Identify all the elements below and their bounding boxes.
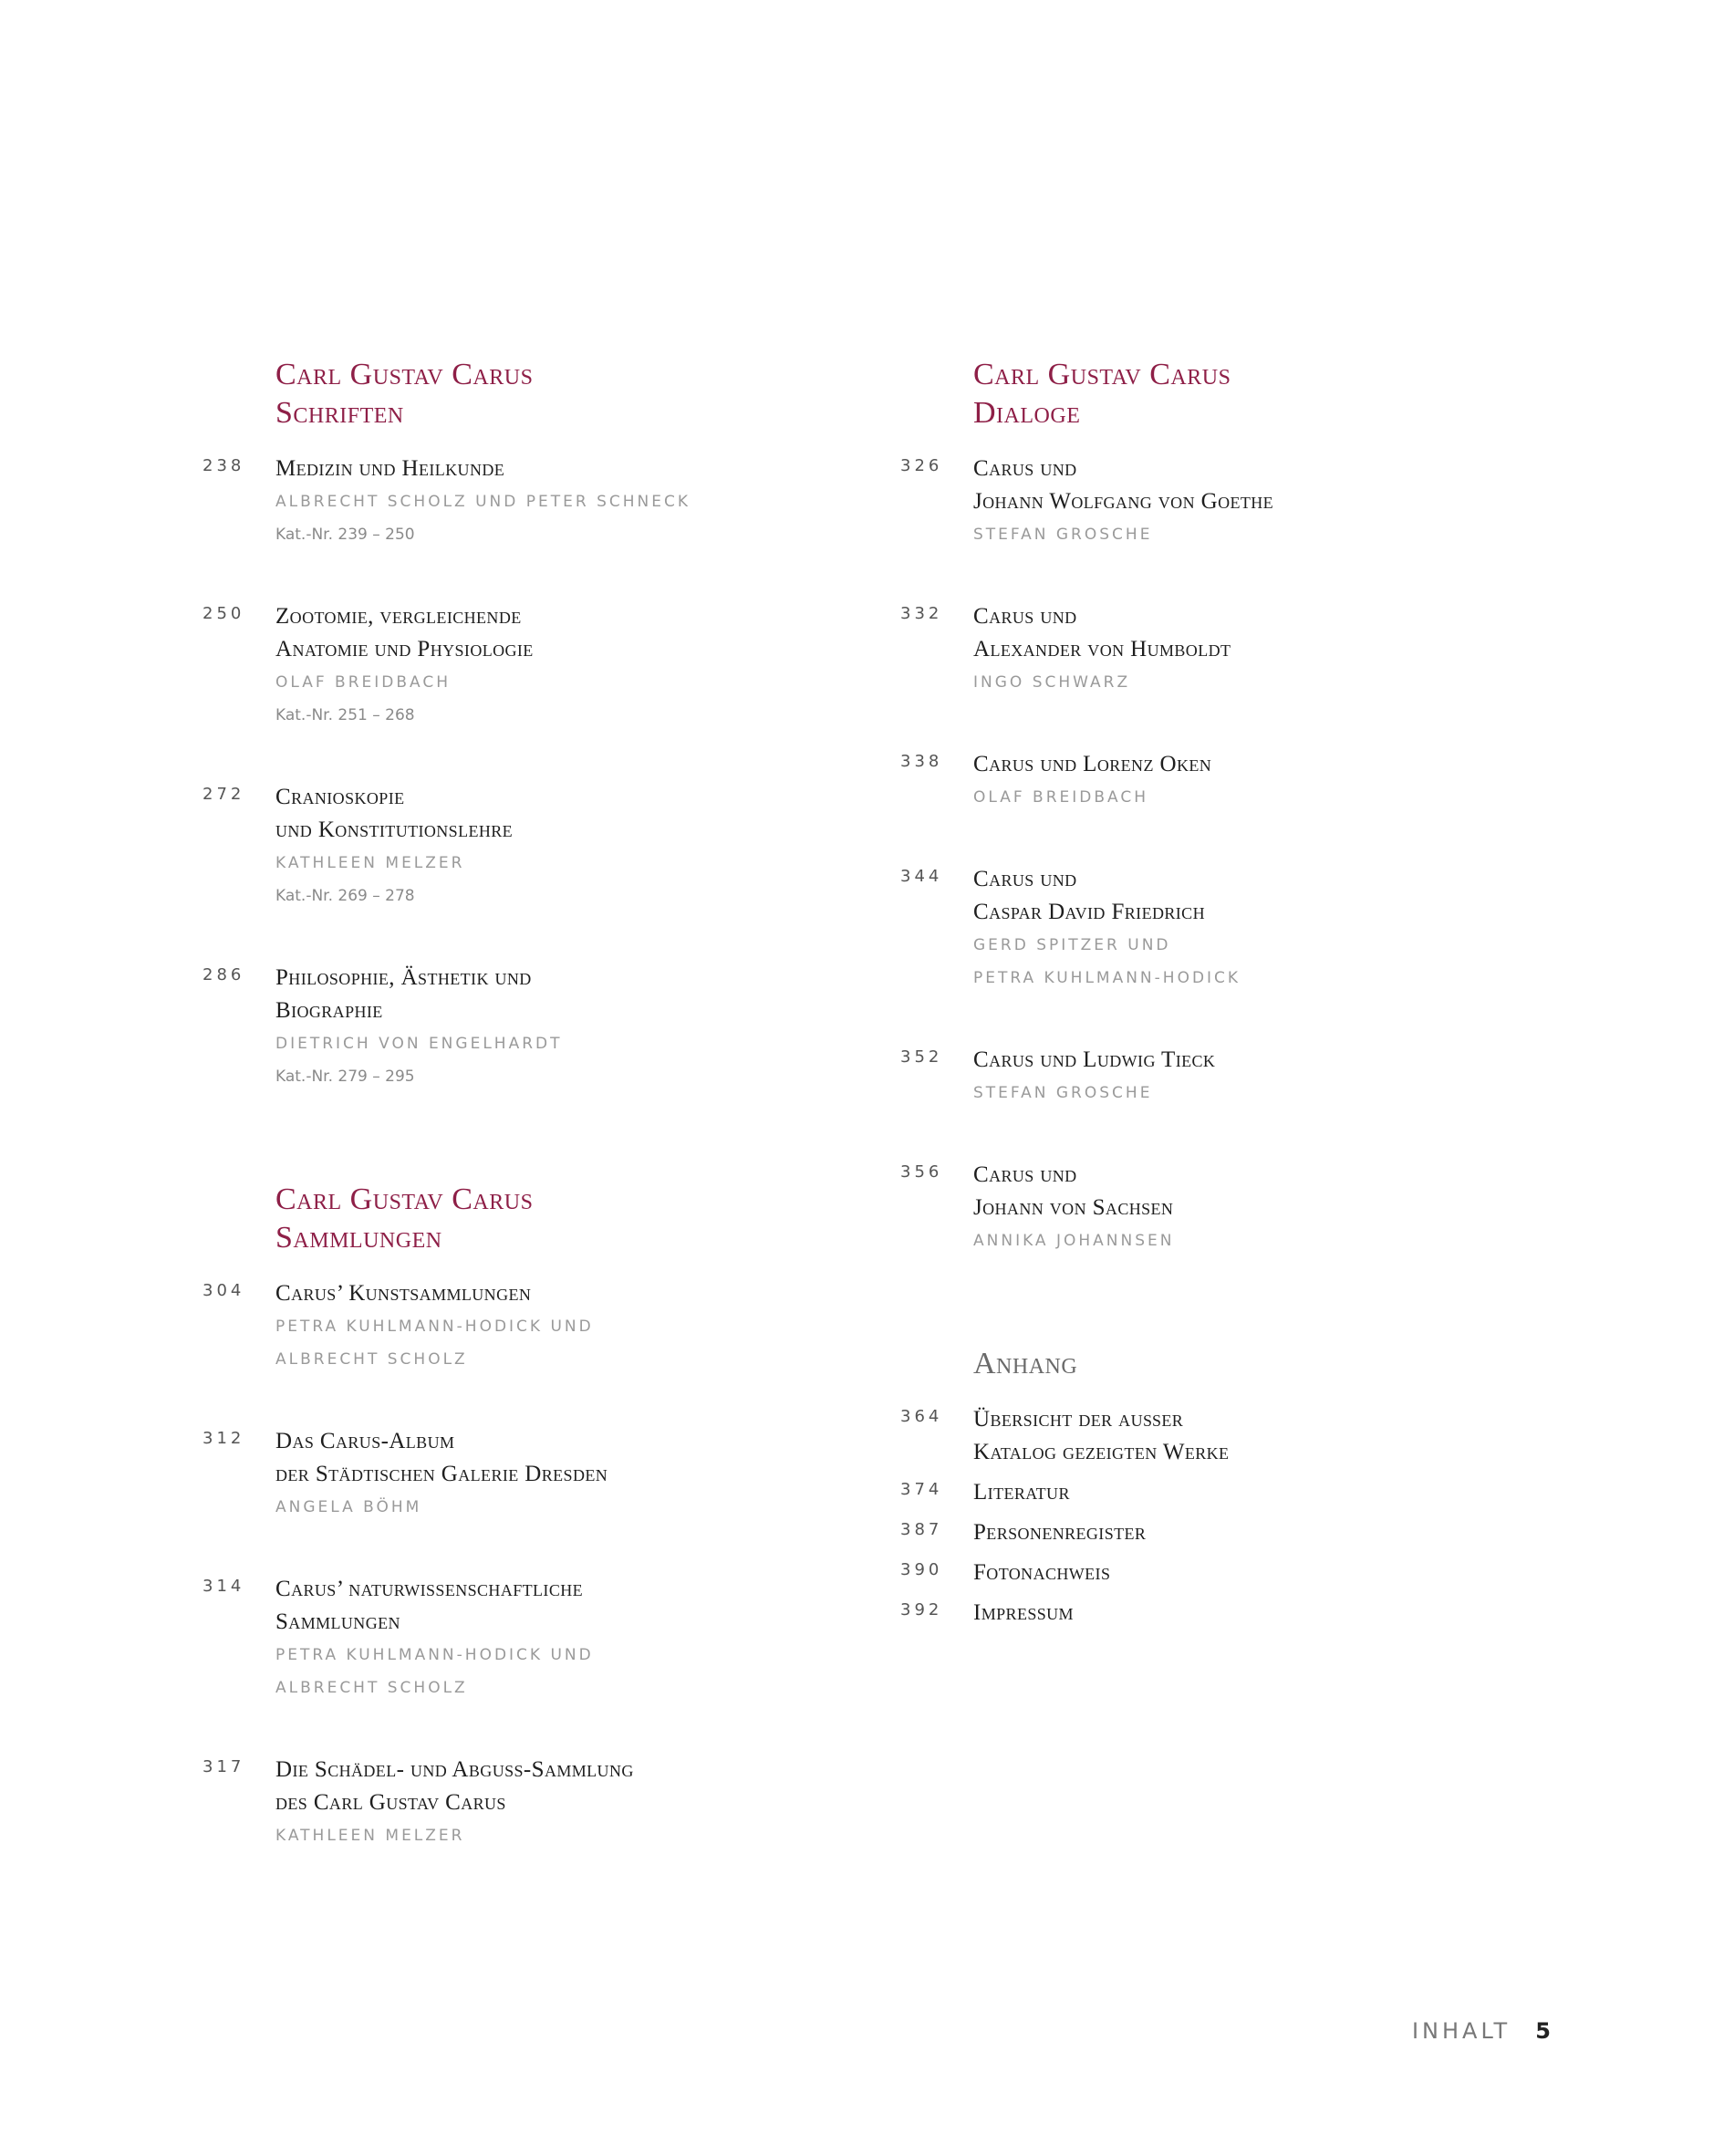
page-number: 317	[203, 1757, 245, 1776]
entry-title: Carus und Lorenz Oken	[973, 752, 1212, 776]
catalogue-range: Kat.-Nr. 239 – 250	[275, 526, 415, 544]
page-number: 314	[203, 1577, 245, 1596]
toc-entry[interactable]	[203, 1754, 859, 1852]
entry-author: ANGELA BÖHM	[275, 1498, 422, 1516]
entry-author: OLAF BREIDBACH	[275, 673, 452, 692]
section-title-line: Carl Gustav Carus	[973, 358, 1231, 391]
entry-title: Zootomie, vergleichende	[275, 604, 522, 629]
toc-entry[interactable]	[900, 748, 1557, 814]
entry-title: Biographie	[275, 998, 383, 1023]
entry-author: PETRA KUHLMANN-HODICK	[973, 969, 1241, 987]
page-number-footer: 5	[1535, 2018, 1551, 2044]
section-title-line: Sammlungen	[275, 1221, 442, 1255]
toc-entry[interactable]	[900, 600, 1557, 699]
entry-title: Carus und	[973, 1162, 1077, 1187]
page-number: 238	[203, 456, 245, 475]
entry-author: ALBRECHT SCHOLZ	[275, 1350, 468, 1369]
entry-title: Cranioskopie	[275, 785, 405, 809]
entry-author: DIETRICH VON ENGELHARDT	[275, 1035, 563, 1053]
entry-author: KATHLEEN MELZER	[275, 1827, 465, 1845]
section-title-line: Anhang	[973, 1347, 1078, 1380]
page-number: 392	[900, 1600, 943, 1620]
entry-title: Die Schädel- und Abguss-Sammlung	[275, 1757, 634, 1782]
toc-entry[interactable]	[900, 1557, 1557, 1589]
entry-title: Literatur	[973, 1480, 1070, 1505]
entry-title: Johann Wolfgang von Goethe	[973, 489, 1274, 514]
page-number: 356	[900, 1162, 943, 1182]
toc-entry[interactable]	[900, 863, 1557, 995]
section-title-line: Carl Gustav Carus	[275, 358, 534, 391]
entry-author: GERD SPITZER UND	[973, 936, 1171, 954]
toc-section	[900, 356, 1557, 1257]
entry-title: Carus und Ludwig Tieck	[973, 1047, 1216, 1072]
footer-section-label: INHALT	[1411, 2018, 1511, 2044]
entry-title: Carus’ naturwissenschaftliche	[275, 1577, 584, 1601]
section-title	[275, 1181, 859, 1257]
entry-title: Übersicht der außer	[973, 1407, 1184, 1432]
section-title-line: Schriften	[275, 396, 404, 430]
page-number: 387	[900, 1520, 943, 1539]
toc-section	[203, 356, 859, 1093]
entry-author: ANNIKA JOHANNSEN	[973, 1232, 1175, 1250]
toc-entry[interactable]	[203, 1277, 859, 1376]
entry-title: Medizin und Heilkunde	[275, 456, 505, 481]
toc-entry[interactable]	[900, 1516, 1557, 1549]
entry-title: der Städtischen Galerie Dresden	[275, 1462, 608, 1486]
entry-title: Personenregister	[973, 1520, 1147, 1545]
page-number: 352	[900, 1047, 943, 1067]
toc-entry[interactable]	[203, 781, 859, 912]
entry-title: und Konstitutionslehre	[275, 818, 514, 842]
toc-left-column	[203, 356, 859, 1852]
entry-title: Carus und	[973, 604, 1077, 629]
entry-author: ALBRECHT SCHOLZ UND PETER SCHNECK	[275, 493, 691, 511]
entry-author: PETRA KUHLMANN-HODICK UND	[275, 1318, 594, 1336]
catalogue-range: Kat.-Nr. 279 – 295	[275, 1068, 415, 1086]
page-number: 312	[203, 1429, 245, 1448]
page-number: 390	[900, 1560, 943, 1579]
entry-author: KATHLEEN MELZER	[275, 854, 465, 872]
entry-author: OLAF BREIDBACH	[973, 788, 1149, 807]
entry-title: Caspar David Friedrich	[973, 900, 1205, 924]
toc-entry[interactable]	[900, 1403, 1557, 1469]
page-number: 344	[900, 867, 943, 886]
entry-author: ALBRECHT SCHOLZ	[275, 1679, 468, 1697]
toc-entry[interactable]	[900, 1476, 1557, 1509]
toc-entry[interactable]	[900, 1044, 1557, 1109]
entry-author: STEFAN GROSCHE	[973, 526, 1153, 544]
page-number: 364	[900, 1407, 943, 1426]
section-title-line: Carl Gustav Carus	[275, 1182, 534, 1216]
entry-title: Fotonachweis	[973, 1560, 1111, 1585]
entry-title: Sammlungen	[275, 1609, 400, 1634]
entry-title: Philosophie, Ästhetik und	[275, 965, 532, 990]
entry-author: STEFAN GROSCHE	[973, 1084, 1153, 1102]
page-number: 250	[203, 604, 245, 623]
section-title	[275, 356, 859, 432]
running-footer	[1412, 2018, 1551, 2044]
entry-title: Impressum	[973, 1600, 1074, 1625]
catalogue-range: Kat.-Nr. 269 – 278	[275, 887, 415, 905]
entry-author: PETRA KUHLMANN-HODICK UND	[275, 1646, 594, 1664]
section-title	[973, 356, 1557, 432]
toc-entry[interactable]	[203, 962, 859, 1093]
entry-title: Anatomie und Physiologie	[275, 637, 534, 661]
toc-entry[interactable]	[900, 453, 1557, 551]
page-number: 326	[900, 456, 943, 475]
entry-title: des Carl Gustav Carus	[275, 1790, 506, 1815]
toc-section	[900, 1345, 1557, 1630]
toc-entry[interactable]	[900, 1597, 1557, 1630]
toc-entry[interactable]	[203, 1425, 859, 1524]
toc-entry[interactable]	[203, 600, 859, 732]
section-title	[973, 1345, 1557, 1383]
catalogue-range: Kat.-Nr. 251 – 268	[275, 706, 415, 724]
toc-entry[interactable]	[203, 1573, 859, 1704]
page-number: 304	[203, 1281, 245, 1300]
entry-title: Johann von Sachsen	[973, 1195, 1174, 1220]
entry-title: Alexander von Humboldt	[973, 637, 1231, 661]
entry-title: Katalog gezeigten Werke	[973, 1440, 1230, 1464]
page-number: 374	[900, 1480, 943, 1499]
toc-section	[203, 1181, 859, 1852]
page-number: 338	[900, 752, 943, 771]
entry-title: Das Carus-Album	[275, 1429, 455, 1453]
toc-entry[interactable]	[900, 1159, 1557, 1257]
entry-title: Carus und	[973, 456, 1077, 481]
page-number: 332	[900, 604, 943, 623]
toc-right-column	[900, 356, 1557, 1630]
toc-entry[interactable]	[203, 453, 859, 551]
entry-author: INGO SCHWARZ	[973, 673, 1131, 692]
section-title-line: Dialoge	[973, 396, 1081, 430]
entry-title: Carus und	[973, 867, 1077, 891]
page-number: 272	[203, 785, 245, 804]
entry-title: Carus’ Kunstsammlungen	[275, 1281, 532, 1306]
page-number: 286	[203, 965, 245, 984]
